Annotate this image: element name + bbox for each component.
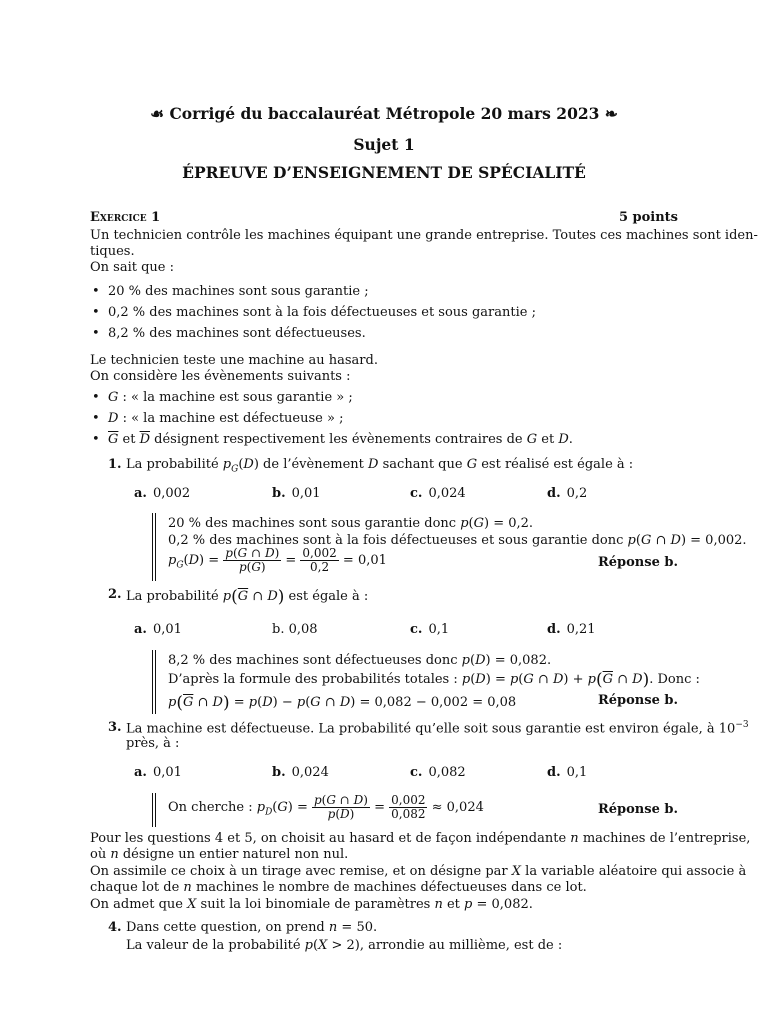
choice-b: b. 0,01 [272, 486, 321, 501]
event-d: • D : « la machine est défectueuse » ; [108, 411, 343, 426]
correction-line: D’après la formule des probabilités totales : p(D) = p(G ∩ $D) + p(\overline{G}$ ∩ D). Donc : [168, 670, 700, 690]
answer-label: Réponse b. [597, 693, 678, 708]
correction-block [152, 650, 700, 714]
correction-block [152, 513, 747, 581]
exercise-label: Exercice 1 [90, 210, 161, 225]
choice-a: a. 0,002 [134, 486, 191, 501]
exam-heading: ÉPREUVE D’ENSEIGNEMENT DE SPÉCIALITÉ [182, 163, 586, 182]
choice-c: c. 0,1 [410, 622, 450, 637]
correction-line: 8,2 % des machines sont défectueuses donc p(D) = 0,082. [168, 653, 552, 668]
choice-a: a. 0,01 [134, 765, 182, 780]
question-number: 1. [108, 457, 122, 472]
correction-formula: $p(\overline{G}$ ∩ D) = p(D) − p(G ∩ D) = 0,082 − 0,002 = 0,08 [168, 693, 517, 713]
question-4-text: Dans cette question, on prend n = 50. [126, 920, 378, 935]
choice-a: a. 0,01 [134, 622, 182, 637]
choice-d: d. 0,2 [547, 486, 588, 501]
choice-b: b. 0,024 [272, 765, 329, 780]
question-4-text-cont: La valeur de la probabilité p(X > 2), arrondie au millième, est de : [126, 938, 563, 953]
event-complements: • $\overline{G}$ et $\overline{D}$ désignent respectivement les évènements contraires de G et D. [108, 432, 573, 447]
correction-line: 20 % des machines sont sous garantie donc p(G) = 0,2. [168, 516, 534, 531]
question-number: 2. [108, 587, 122, 602]
fact-item: • 0,2 % des machines sont à la fois défectueuses et sous garantie ; [108, 305, 536, 320]
choice-c: c. 0,082 [410, 765, 466, 780]
question-3-text: La machine est défectueuse. La probabilité qu’elle soit sous garantie est environ égale, à $10^{-3}$ [126, 720, 749, 737]
context-line-2: On considère les évènements suivants : [90, 369, 351, 384]
exercise-points: 5 points [618, 210, 678, 225]
fact-item: • 8,2 % des machines sont défectueuses. [108, 326, 366, 341]
correction-formula: $p_G(D)$ = $\frac{p(G \cap D)}{p(G)}$ = $\frac{0,002}{0,2}$ = 0,01 [168, 546, 387, 574]
choice-c: c. 0,024 [410, 486, 466, 501]
choice-d: d. 0,21 [547, 622, 596, 637]
choice-b: b. 0,08 [272, 622, 318, 637]
intro-line-3: On sait que : [90, 260, 174, 275]
correction-line: 0,2 % des machines sont à la fois défectueuses et sous garantie donc p(G ∩ D) = 0,002. [168, 533, 747, 548]
subject-number: Sujet 1 [353, 135, 415, 154]
question-number: 4. [108, 920, 122, 935]
question-2-text: La probabilité $p(\overline{G}$ ∩ D) est égale à : [126, 587, 369, 607]
intro-line-2: tiques. [90, 244, 135, 259]
fact-item: • 20 % des machines sont sous garantie ; [108, 284, 369, 299]
choice-d: d. 0,1 [547, 765, 588, 780]
paragraph-line: On admet que X suit la loi binomiale de paramètres n et p = 0,082. [90, 897, 533, 912]
document-title: ☙ Corrigé du baccalauréat Métropole 20 mars 2023 ❧ [150, 104, 618, 123]
question-3-text-cont: près, à : [126, 736, 180, 751]
event-g: • G : « la machine est sous garantie » ; [108, 390, 353, 405]
correction-formula: On cherche : $p_D(G)$ = $\frac{p(G \cap D)}{p(D)}$ = $\frac{0,002}{0,082}$ ≈ 0,024 [168, 793, 484, 821]
paragraph-line: chaque lot de n machines le nombre de machines défectueuses dans ce lot. [90, 880, 587, 895]
paragraph-line: On assimile ce choix à un tirage avec remise, et on désigne par X la variable aléatoire qui associe à [90, 864, 747, 879]
paragraph-line: Pour les questions 4 et 5, on choisit au hasard et de façon indépendante n machines de l’entreprise, [90, 831, 751, 846]
answer-label: Réponse b. [597, 555, 678, 570]
context-line-1: Le technicien teste une machine au hasard. [90, 353, 378, 368]
paragraph-line: où n désigne un entier naturel non nul. [90, 847, 349, 862]
question-1-text: La probabilité $p_G(D)$ de l’évènement D sachant que G est réalisé est égale à : [126, 457, 634, 475]
correction-block [152, 793, 678, 827]
intro-line-1: Un technicien contrôle les machines équipant une grande entreprise. Toutes ces machines sont iden- [90, 228, 758, 243]
question-number: 3. [108, 720, 122, 735]
answer-label: Réponse b. [597, 802, 678, 817]
